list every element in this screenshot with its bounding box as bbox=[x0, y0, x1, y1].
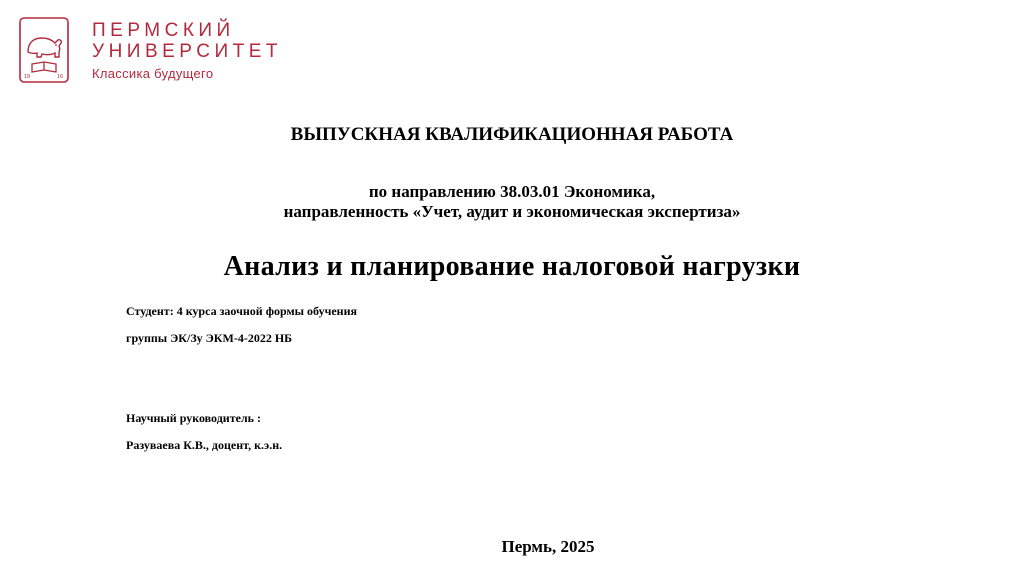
logo-year-right: 16 bbox=[57, 74, 64, 80]
brand-line-1: ПЕРМСКИЙ bbox=[92, 20, 235, 41]
direction-block bbox=[0, 182, 1024, 222]
student-line: Студент: 4 курса заочной формы обучения bbox=[126, 304, 357, 318]
university-brand bbox=[92, 20, 282, 81]
thesis-topic: Анализ и планирование налоговой нагрузки bbox=[223, 251, 801, 282]
logo-year-left: 19 bbox=[24, 74, 31, 80]
brand-line-2: УНИВЕРСИТЕТ bbox=[92, 41, 283, 62]
group-line: группы ЭК/Зу ЭКМ-4-2022 НБ bbox=[126, 331, 293, 345]
city-year: Пермь, 2025 bbox=[501, 537, 595, 556]
direction-line-1: по направлению 38.03.01 Экономика, bbox=[368, 182, 656, 201]
brand-tagline: Классика будущего bbox=[92, 66, 214, 81]
university-logo-icon bbox=[18, 16, 70, 84]
direction-line-2: направленность «Учет, аудит и экономическая экспертиза» bbox=[283, 202, 741, 221]
supervisor-name: Разуваева К.В., доцент, к.э.н. bbox=[126, 438, 283, 452]
supervisor-label: Научный руководитель : bbox=[126, 411, 261, 425]
work-type-heading: ВЫПУСКНАЯ КВАЛИФИКАЦИОННАЯ РАБОТА bbox=[290, 124, 734, 145]
